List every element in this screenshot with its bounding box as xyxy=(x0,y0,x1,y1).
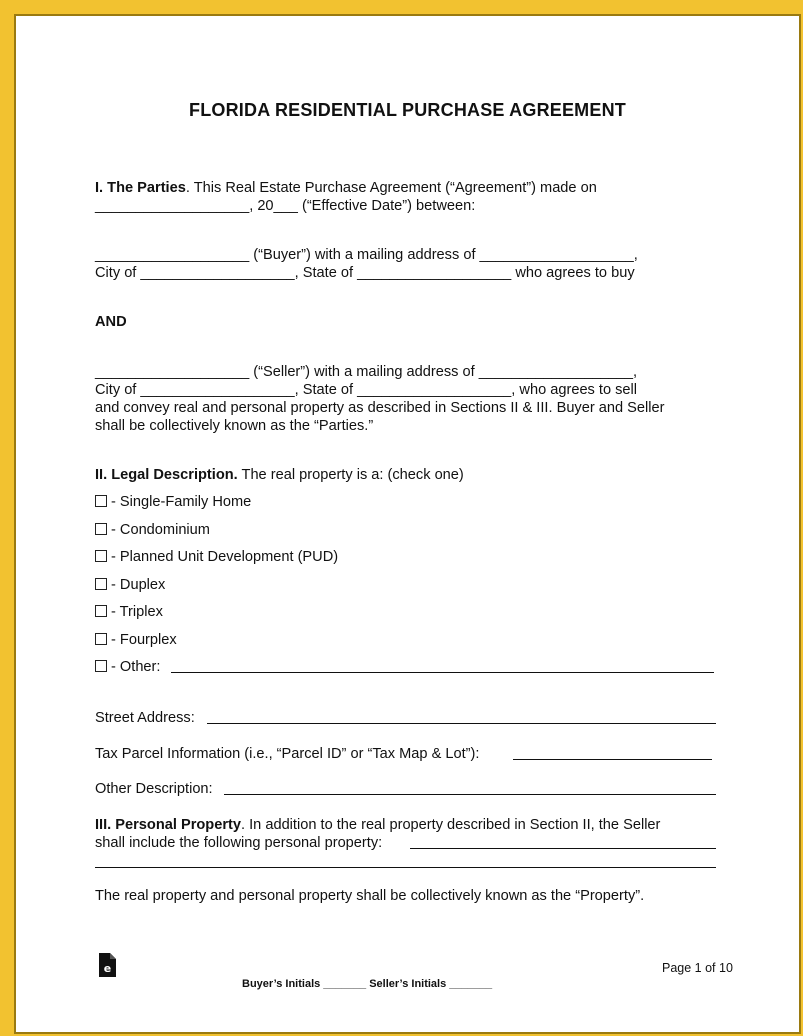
other-fill-line[interactable] xyxy=(171,672,714,673)
option-other[interactable] xyxy=(95,658,160,676)
personal-property-line: shall include the following personal property: xyxy=(95,835,383,851)
legal-intro: The real property is a: (check one) xyxy=(237,467,464,483)
seller-city-line: City of ___________________, State of ___________________, who agrees to sell xyxy=(95,382,638,398)
option-label: - Planned Unit Development (PUD) xyxy=(111,549,339,565)
parties-paragraph xyxy=(95,179,597,197)
other-description-label: Other Description: xyxy=(95,781,213,797)
option-triplex[interactable] xyxy=(95,603,163,621)
option-fourplex[interactable] xyxy=(95,631,177,649)
option-single-family[interactable] xyxy=(95,493,251,511)
checkbox-duplex[interactable] xyxy=(95,578,107,590)
checkbox-pud[interactable] xyxy=(95,550,107,562)
street-address-label: Street Address: xyxy=(95,710,195,726)
effective-date-line: ___________________, 20___ (“Effective Date”) between: xyxy=(95,198,476,214)
option-label: - Triplex xyxy=(111,604,163,620)
checkbox-single-family[interactable] xyxy=(95,495,107,507)
buyer-city-line: City of ___________________, State of ___________________ who agrees to buy xyxy=(95,265,635,281)
street-address-field[interactable] xyxy=(207,723,716,724)
parties-intro: . This Real Estate Purchase Agreement (“Agreement”) made on xyxy=(185,180,597,196)
legal-description-paragraph xyxy=(95,466,464,484)
option-label: - Single-Family Home xyxy=(111,494,252,510)
checkbox-triplex[interactable] xyxy=(95,605,107,617)
legal-heading: II. Legal Description. xyxy=(95,467,238,483)
option-label: - Fourplex xyxy=(111,632,177,648)
option-label: - Other: xyxy=(111,659,161,675)
initials-line: Buyer’s Initials _______ Seller’s Initials _______ xyxy=(242,978,493,990)
checkbox-fourplex[interactable] xyxy=(95,633,107,645)
personal-property-paragraph xyxy=(95,816,660,834)
seller-address-line: ___________________ (“Seller”) with a mailing address of ___________________, xyxy=(95,364,637,380)
personal-property-field-2[interactable] xyxy=(95,867,716,868)
document-page xyxy=(14,14,801,1034)
page-number: Page 1 of 10 xyxy=(662,961,733,975)
option-label: - Duplex xyxy=(111,577,166,593)
other-description-field[interactable] xyxy=(224,794,716,795)
checkbox-condominium[interactable] xyxy=(95,523,107,535)
svg-text:e: e xyxy=(103,962,112,975)
tax-parcel-field[interactable] xyxy=(513,759,712,760)
document-title: FLORIDA RESIDENTIAL PURCHASE AGREEMENT xyxy=(189,100,626,120)
option-label: - Condominium xyxy=(111,522,210,538)
tax-parcel-label: Tax Parcel Information (i.e., “Parcel ID” or “Tax Map & Lot”): xyxy=(95,746,480,762)
parties-heading: I. The Parties xyxy=(95,180,186,196)
personal-intro: . In addition to the real property described in Section II, the Seller xyxy=(241,817,661,833)
property-definition: The real property and personal property shall be collectively known as the “Property”. xyxy=(95,888,645,904)
personal-heading: III. Personal Property xyxy=(95,817,241,833)
option-pud[interactable] xyxy=(95,548,338,566)
option-duplex[interactable] xyxy=(95,576,165,594)
personal-property-field[interactable] xyxy=(410,848,716,849)
seller-convey-line: and convey real and personal property as described in Sections II & III. Buyer and Seller xyxy=(95,400,665,416)
buyer-address-line: ___________________ (“Buyer”) with a mailing address of ___________________, xyxy=(95,247,638,263)
option-condominium[interactable] xyxy=(95,521,210,539)
parties-collective-line: shall be collectively known as the “Parties.” xyxy=(95,418,374,434)
checkbox-other[interactable] xyxy=(95,660,107,672)
and-label: AND xyxy=(95,314,127,330)
document-logo-icon xyxy=(99,953,116,977)
